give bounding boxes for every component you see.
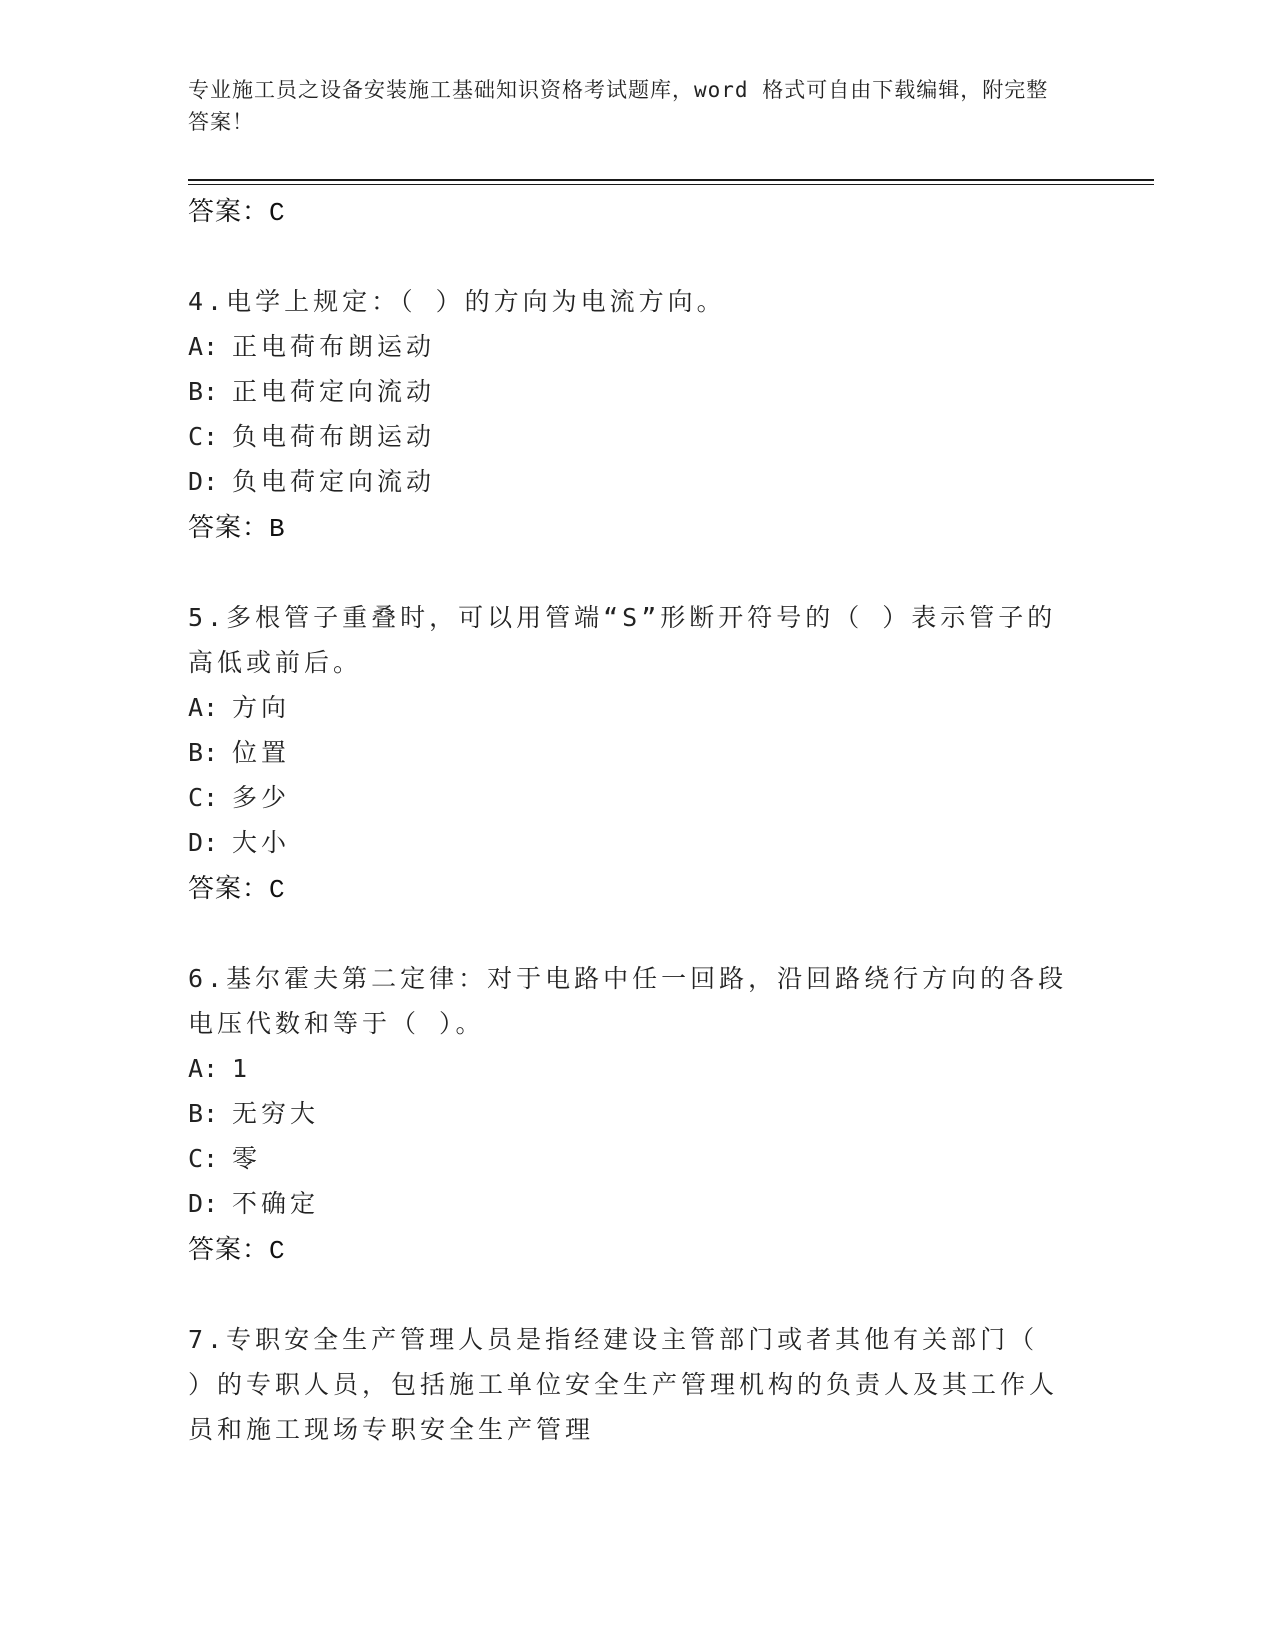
option-text: 1 [232, 1054, 252, 1083]
answer-value: B [269, 514, 285, 544]
option-letter: A: [188, 332, 219, 361]
answer-label: 答案： [188, 873, 270, 903]
answer-value: C [269, 1236, 285, 1266]
option-text: 方向 [232, 693, 291, 722]
option-b [188, 730, 1068, 775]
option-text: 正电荷布朗运动 [232, 332, 436, 361]
option-letter: C: [188, 422, 219, 451]
option-d [188, 1181, 1068, 1226]
option-letter: C: [188, 1144, 219, 1173]
answer-line [188, 1226, 1068, 1272]
option-letter: D: [188, 828, 219, 857]
option-a [188, 324, 1068, 369]
option-text: 大小 [232, 828, 291, 857]
option-letter: D: [188, 467, 219, 496]
option-d [188, 459, 1068, 504]
option-b [188, 369, 1068, 414]
answer-value: C [269, 875, 285, 905]
option-text: 正电荷定向流动 [232, 377, 436, 406]
question-block [188, 279, 1068, 550]
question-block [188, 595, 1068, 911]
option-text: 位置 [232, 738, 291, 767]
option-text: 负电荷定向流动 [232, 467, 436, 496]
option-b [188, 1091, 1068, 1136]
header-rule-thick [188, 179, 1154, 181]
option-letter: B: [188, 738, 219, 767]
question-stem: 5.多根管子重叠时，可以用管端“S”形断开符号的（ ）表示管子的高低或前后。 [188, 603, 1057, 677]
option-text: 无穷大 [232, 1099, 320, 1128]
question-list [188, 188, 1068, 1452]
option-c [188, 1136, 1068, 1181]
answer-label: 答案： [188, 196, 270, 226]
option-letter: B: [188, 1099, 219, 1128]
option-letter: C: [188, 783, 219, 812]
question-stem: 7.专职安全生产管理人员是指经建设主管部门或者其他有关部门（ ）的专职人员，包括施工单位安全生产管理机构的负责人及其工作人员和施工现场专职安全生产管理 [188, 1325, 1059, 1444]
question-block [188, 1317, 1068, 1452]
answer-label: 答案： [188, 1234, 270, 1264]
option-a [188, 1046, 1068, 1091]
answer-line [188, 504, 1068, 550]
answer-label: 答案： [188, 512, 270, 542]
option-letter: A: [188, 693, 219, 722]
option-text: 不确定 [232, 1189, 320, 1218]
option-d [188, 820, 1068, 865]
option-c [188, 775, 1068, 820]
option-text: 零 [232, 1144, 262, 1173]
option-c [188, 414, 1068, 459]
document-header: 专业施工员之设备安装施工基础知识资格考试题库，word 格式可自由下载编辑，附完整答案！ [188, 78, 1049, 134]
option-text: 负电荷布朗运动 [232, 422, 436, 451]
header-rule-thin [188, 184, 1154, 185]
option-letter: B: [188, 377, 219, 406]
answer-value: C [269, 198, 285, 228]
answer-line [188, 865, 1068, 911]
answer-line [188, 188, 1068, 234]
option-letter: D: [188, 1189, 219, 1218]
option-letter: A: [188, 1054, 219, 1083]
question-stem: 6.基尔霍夫第二定律：对于电路中任一回路，沿回路绕行方向的各段电压代数和等于（ ）。 [188, 964, 1068, 1038]
option-text: 多少 [232, 783, 291, 812]
question-stem: 4.电学上规定：（ ）的方向为电流方向。 [188, 287, 726, 316]
option-a [188, 685, 1068, 730]
question-block [188, 956, 1068, 1272]
